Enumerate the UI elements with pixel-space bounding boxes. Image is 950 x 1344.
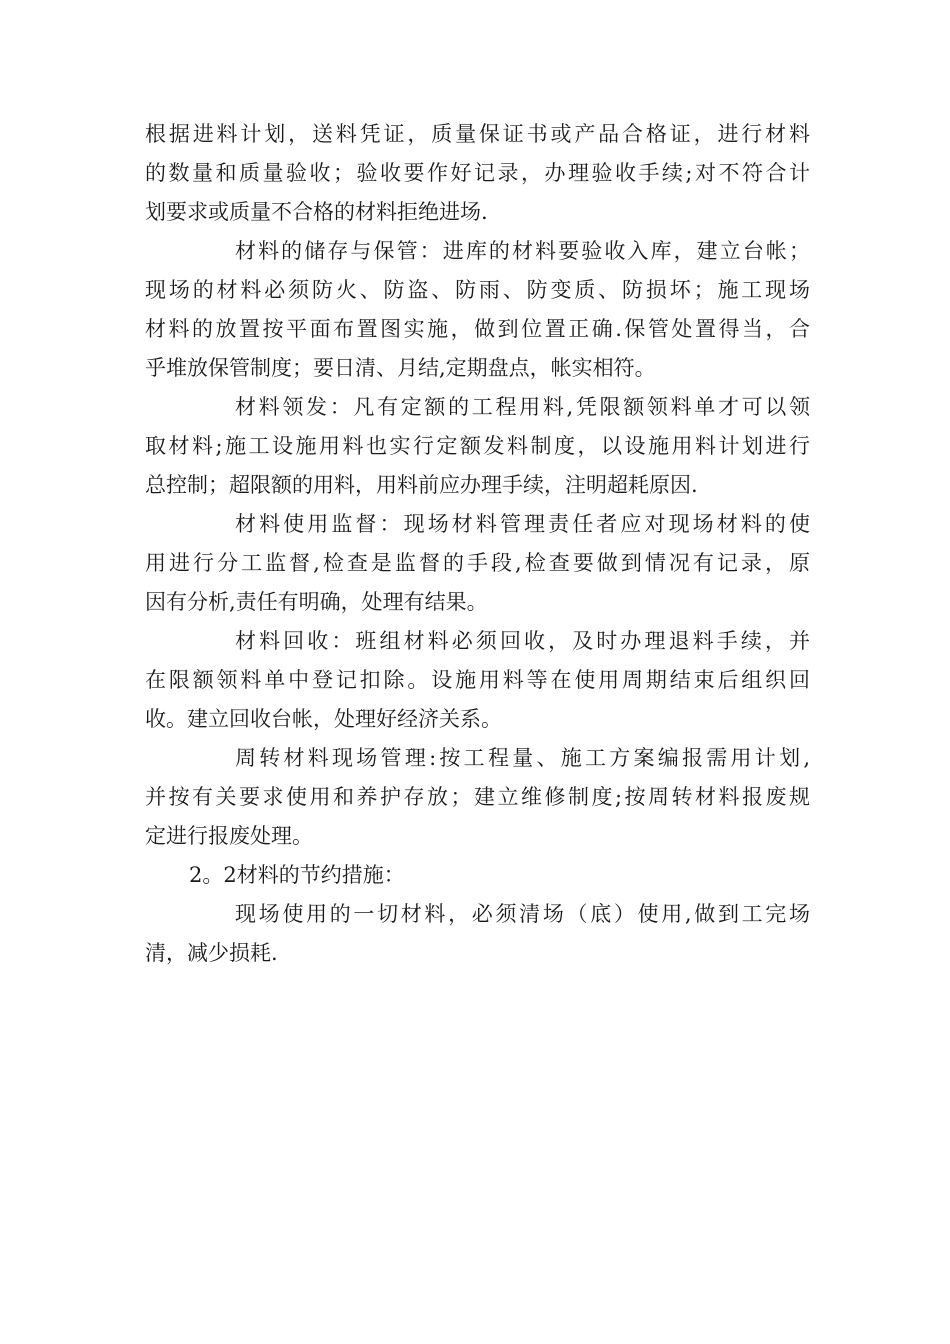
paragraph-turnover — [145, 739, 810, 856]
paragraph-supervision — [145, 505, 810, 622]
text-line: 总控制；超限额的用料，用料前应办理手续，注明超耗原因. — [145, 473, 698, 497]
text-line: 收。建立回收台帐，处理好经济关系。 — [145, 707, 502, 731]
text-line: 材料领发：凡有定额的工程用料,凭限额领料单才可以领 — [235, 395, 810, 419]
text-line: 材料使用监督：现场材料管理责任者应对现场材料的使 — [235, 512, 810, 536]
paragraph-saving — [145, 895, 810, 973]
text-line: 材料的放置按平面布置图实施，做到位置正确.保管处置得当，合 — [145, 317, 810, 341]
paragraph-acceptance — [145, 115, 810, 232]
text-line: 周转材料现场管理:按工程量、施工方案编报需用计划, — [235, 746, 810, 770]
section-heading: 2。2材料的节约措施： — [189, 863, 405, 887]
paragraph-storage — [145, 232, 810, 388]
text-line: 因有分析,责任有明确，处理有结果。 — [145, 590, 488, 614]
body-text — [145, 115, 810, 973]
text-line: 取材料;施工设施用料也实行定额发料制度，以设施用料计划进行 — [145, 434, 810, 458]
text-line: 的数量和质量验收；验收要作好记录，办理验收手续;对不符合计 — [145, 161, 810, 185]
text-line: 定进行报废处理。 — [145, 824, 313, 848]
text-line: 在限额领料单中登记扣除。设施用料等在使用周期结束后组织回 — [145, 668, 810, 692]
text-line: 材料回收：班组材料必须回收，及时办理退料手续，并 — [235, 629, 810, 653]
text-line: 清，减少损耗. — [145, 941, 278, 965]
text-line: 并按有关要求使用和养护存放；建立维修制度;按周转材料报废规 — [145, 785, 810, 809]
paragraph-recovery — [145, 622, 810, 739]
text-line: 乎堆放保管制度；要日清、月结,定期盘点，帐实相符。 — [145, 356, 656, 380]
text-line: 现场的材料必须防火、防盗、防雨、防变质、防损坏；施工现场 — [145, 278, 810, 302]
text-line: 划要求或质量不合格的材料拒绝进场. — [145, 200, 488, 224]
text-line: 根据进料计划，送料凭证，质量保证书或产品合格证，进行材料 — [145, 122, 810, 146]
paragraph-issuing — [145, 388, 810, 505]
text-line: 用进行分工监督,检查是监督的手段,检查要做到情况有记录，原 — [145, 551, 810, 575]
text-line: 材料的储存与保管：进库的材料要验收入库，建立台帐； — [235, 239, 810, 263]
text-line: 现场使用的一切材料，必须清场（底）使用,做到工完场 — [235, 902, 810, 926]
